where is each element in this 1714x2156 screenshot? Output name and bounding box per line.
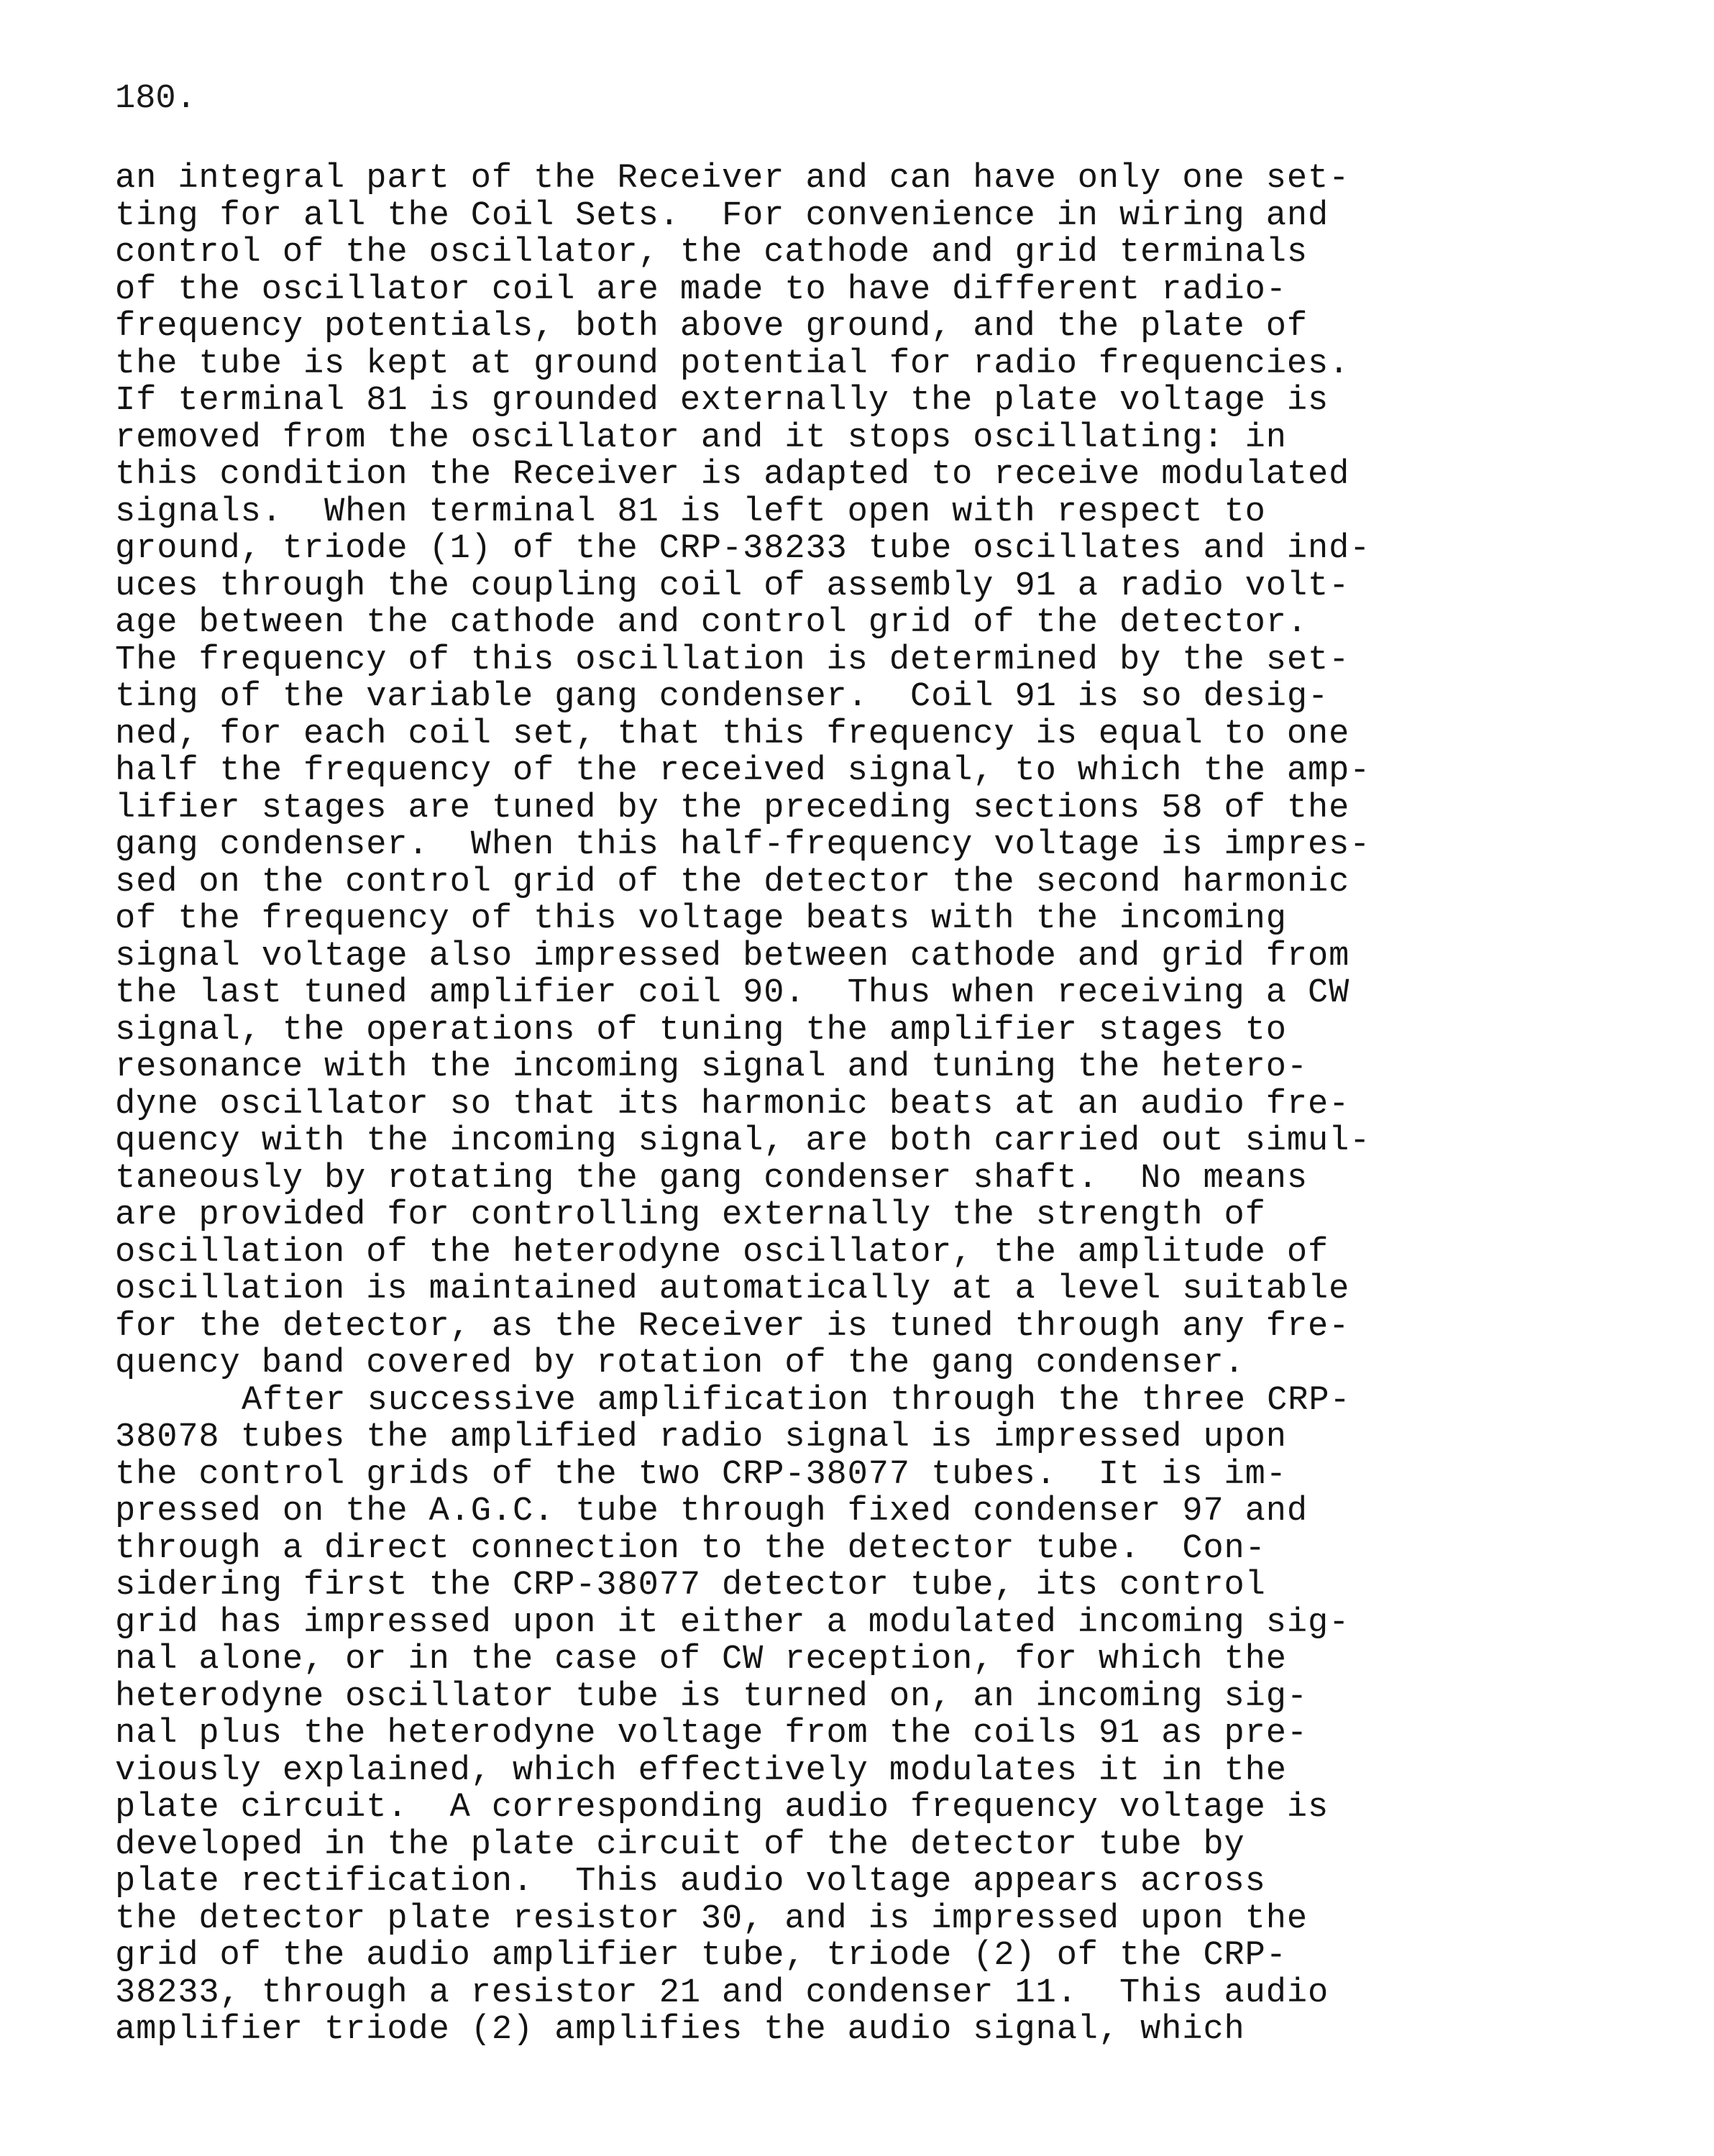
text-line: sidering first the CRP-38077 detector tube, its control [115, 1566, 1266, 1605]
text-line: pressed on the A.G.C. tube through fixed condenser 97 and [115, 1492, 1308, 1531]
text-line: If terminal 81 is grounded externally the plate voltage is [115, 382, 1329, 420]
text-line: the last tuned amplifier coil 90. Thus when receiving a CW [115, 974, 1350, 1012]
text-line: taneously by rotating the gang condenser shaft. No means [115, 1159, 1308, 1198]
text-line: frequency potentials, both above ground, and the plate of [115, 308, 1308, 346]
text-line: the detector plate resistor 30, and is impressed upon the [115, 1899, 1308, 1938]
text-line: an integral part of the Receiver and can have only one set- [115, 160, 1350, 198]
text-line: uces through the coupling coil of assembly 91 a radio volt- [115, 566, 1350, 605]
text-line: half the frequency of the received signal, to which the amp- [115, 752, 1371, 790]
text-line: of the frequency of this voltage beats with the incoming [115, 900, 1287, 938]
text-line: quency with the incoming signal, are both carried out simul- [115, 1122, 1371, 1160]
text-line: the control grids of the two CRP-38077 tubes. It is im- [115, 1455, 1287, 1494]
text-line: 38233, through a resistor 21 and condenser 11. This audio [115, 1973, 1329, 2012]
text-line: ting for all the Coil Sets. For convenience in wiring and [115, 196, 1329, 235]
text-line: developed in the plate circuit of the detector tube by [115, 1825, 1245, 1864]
text-line: ground, triode (1) of the CRP-38233 tube oscillates and ind- [115, 530, 1371, 568]
text-line: nal alone, or in the case of CW reception, for which the [115, 1641, 1287, 1679]
text-line: The frequency of this oscillation is determined by the set- [115, 641, 1350, 679]
text-line: lifier stages are tuned by the preceding sections 58 of the [115, 789, 1350, 827]
text-line: ned, for each coil set, that this frequency is equal to one [115, 715, 1350, 753]
text-line: removed from the oscillator and it stops oscillating: in [115, 418, 1287, 457]
text-line: ting of the variable gang condenser. Coil 91 is so desig- [115, 678, 1329, 716]
text-line: the tube is kept at ground potential for radio frequencies. [115, 344, 1350, 383]
text-line: plate circuit. A corresponding audio frequency voltage is [115, 1789, 1329, 1827]
paragraph-first-line: After successive amplification through the three CRP- [242, 1381, 1351, 1420]
text-line: oscillation is maintained automatically at a level suitable [115, 1270, 1350, 1308]
text-line: plate rectification. This audio voltage appears across [115, 1863, 1266, 1901]
text-line: amplifier triode (2) amplifies the audio signal, which [115, 2011, 1245, 2049]
text-line: heterodyne oscillator tube is turned on, an incoming sig- [115, 1677, 1308, 1716]
text-line: age between the cathode and control grid of the detector. [115, 604, 1308, 642]
text-line: gang condenser. When this half-frequency voltage is impres- [115, 826, 1371, 864]
text-line: of the oscillator coil are made to have different radio- [115, 270, 1287, 309]
page-number: 180. [115, 80, 196, 118]
body-text [115, 160, 1682, 2049]
text-line: sed on the control grid of the detector the second harmonic [115, 863, 1350, 902]
text-line: quency band covered by rotation of the gang condenser. [115, 1344, 1245, 1382]
text-line: viously explained, which effectively modulates it in the [115, 1751, 1287, 1790]
text-line: this condition the Receiver is adapted to receive modulated [115, 456, 1350, 494]
text-line: oscillation of the heterodyne oscillator, the amplitude of [115, 1233, 1329, 1272]
text-line: signal voltage also impressed between cathode and grid from [115, 937, 1350, 976]
text-line: nal plus the heterodyne voltage from the coils 91 as pre- [115, 1715, 1308, 1753]
text-line: for the detector, as the Receiver is tuned through any fre- [115, 1307, 1350, 1346]
text-line: resonance with the incoming signal and tuning the hetero- [115, 1048, 1308, 1086]
text-line: control of the oscillator, the cathode and grid terminals [115, 234, 1308, 272]
text-line: 38078 tubes the amplified radio signal is impressed upon [115, 1418, 1287, 1457]
text-line: signals. When terminal 81 is left open with respect to [115, 492, 1266, 531]
text-line: are provided for controlling externally the strength of [115, 1196, 1266, 1234]
text-line: grid of the audio amplifier tube, triode (2) of the CRP- [115, 1937, 1287, 1975]
text-line: signal, the operations of tuning the amplifier stages to [115, 1011, 1287, 1050]
text-line: dyne oscillator so that its harmonic beats at an audio fre- [115, 1085, 1350, 1124]
text-line: grid has impressed upon it either a modulated incoming sig- [115, 1603, 1350, 1642]
text-line: through a direct connection to the detector tube. Con- [115, 1529, 1266, 1568]
